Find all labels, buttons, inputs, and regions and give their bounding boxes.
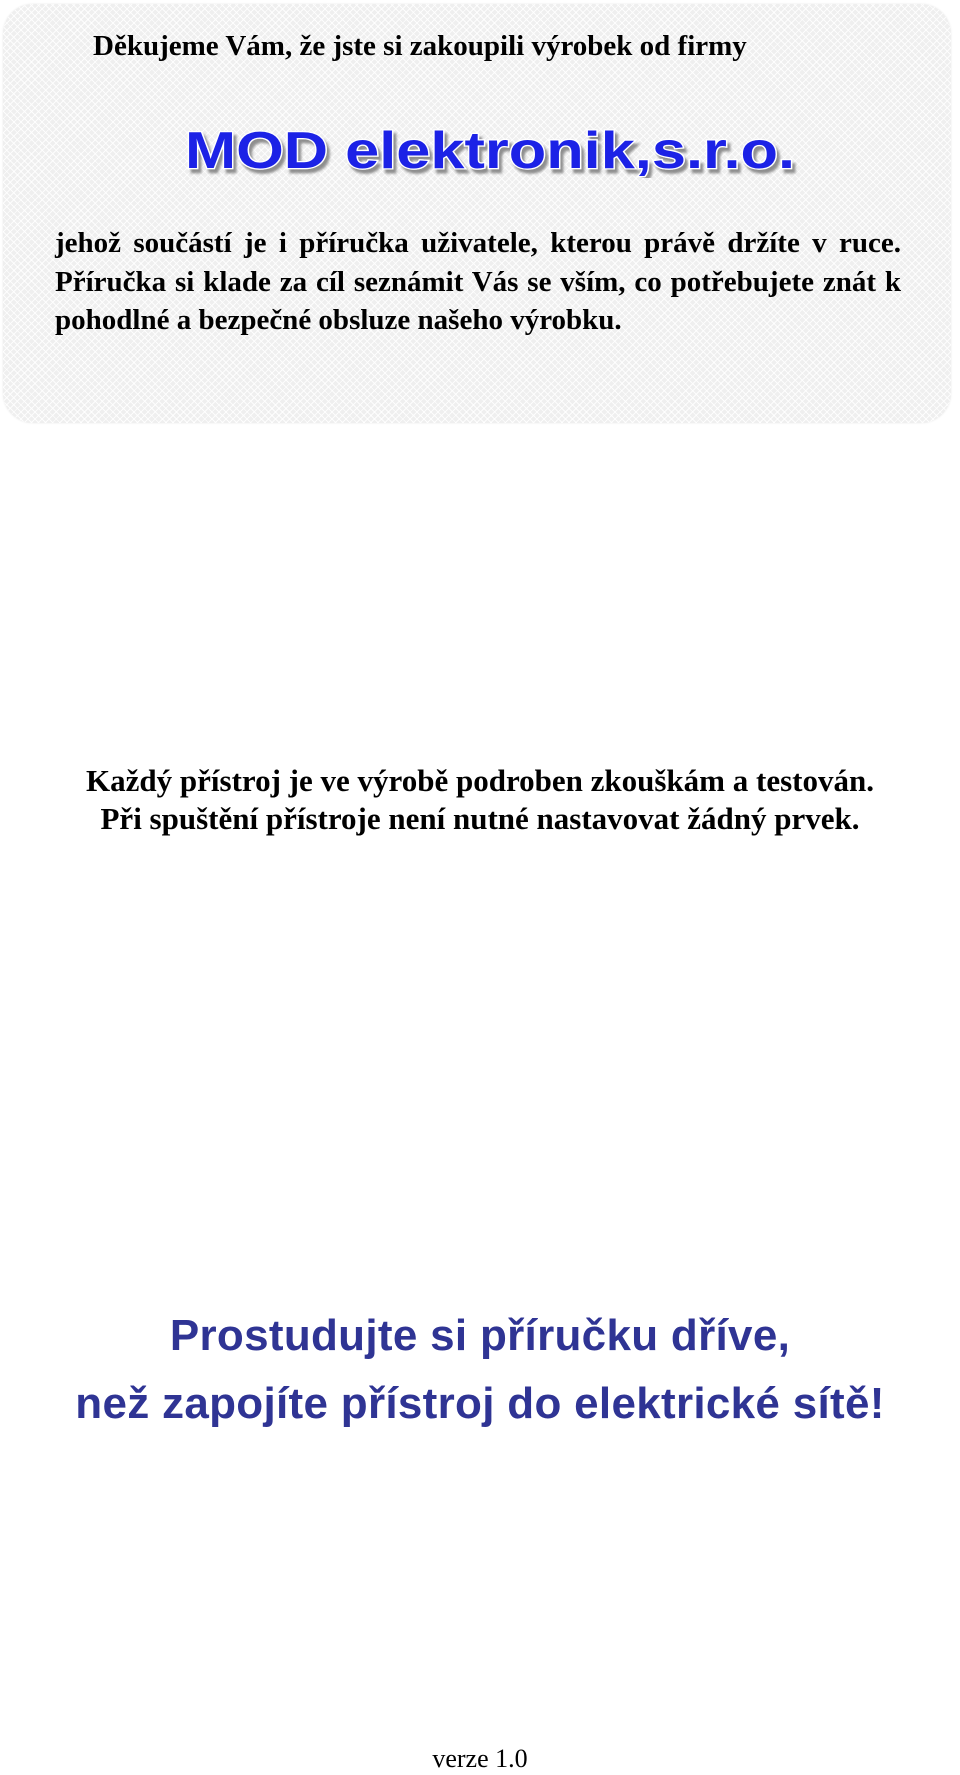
thanks-heading: Děkujeme Vám, že jste si zakoupili výrobek od firmy (93, 30, 747, 62)
safety-warning-line-1: Prostudujte si příručku dříve, (169, 1311, 791, 1360)
company-logo-text: MOD elektronik,s.r.o. (185, 122, 795, 178)
intro-paragraph: jehož součástí je i příručka uživatele, kterou právě držíte v ruce. Příručka si klade za cíl seznámit Vás se vším, co potřebujete znát k pohodlné a bezpečné obsluze našeho výrobku. (55, 227, 901, 336)
intro-box (3, 4, 951, 423)
testing-note-line-2: Při spuštění přístroje není nutné nastavovat žádný prvek. (100, 801, 860, 836)
testing-note (0, 762, 960, 838)
version-label: verze 1.0 (432, 1744, 528, 1773)
safety-warning-line-2: než zapojíte přístroj do elektrické sítě! (75, 1379, 885, 1428)
company-logo (175, 122, 805, 178)
safety-warning (0, 1302, 960, 1438)
testing-note-line-1: Každý přístroj je ve výrobě podroben zkouškám a testován. (86, 763, 874, 798)
